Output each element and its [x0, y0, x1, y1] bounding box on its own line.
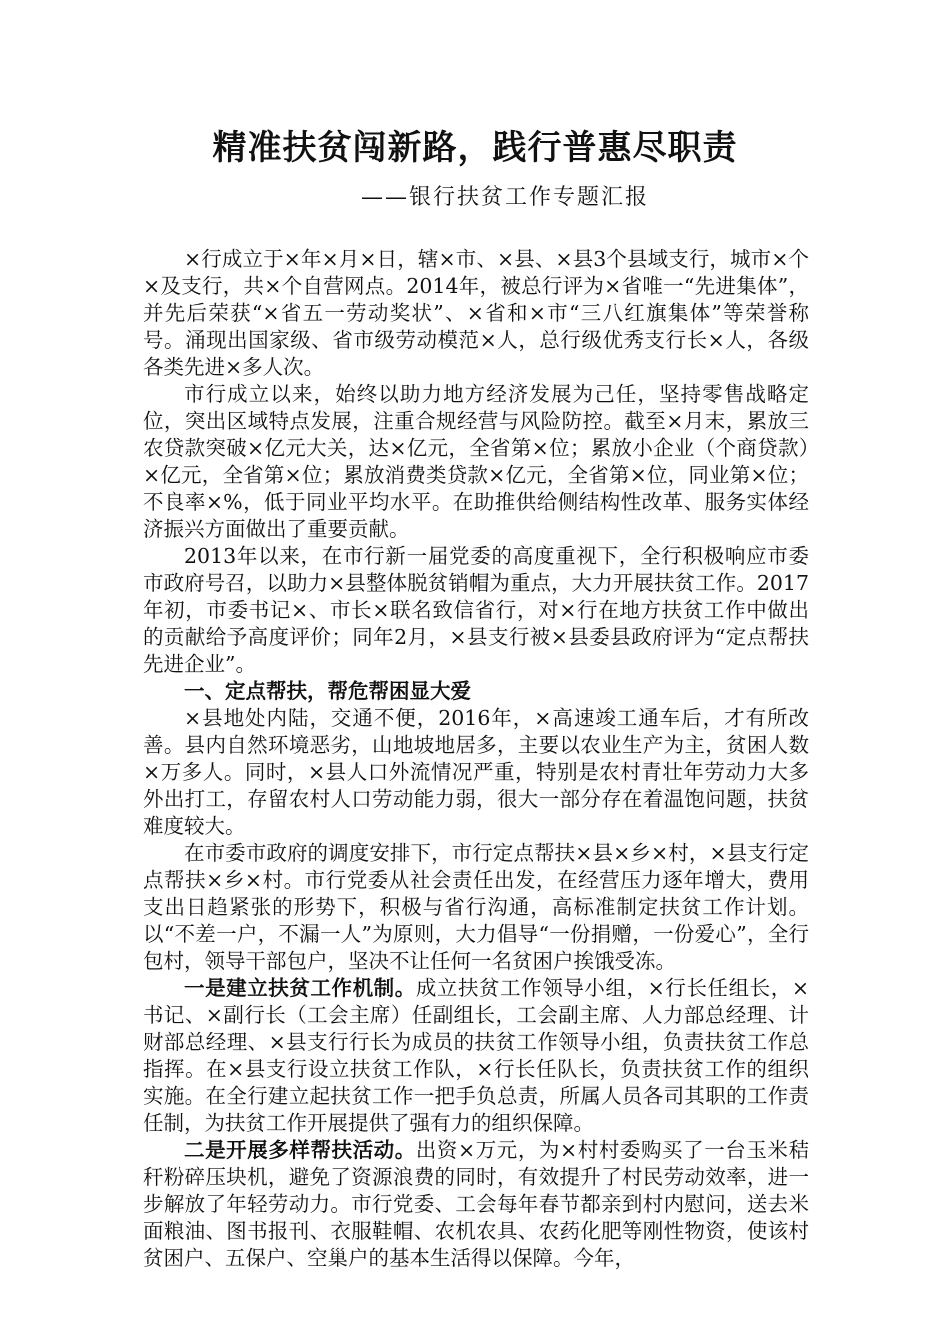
body-paragraph: ×县地处内陆，交通不便，2016年，×高速竣工通车后，才有所改善。县内自然环境恶劣，山地坡地居多，主要以农业生产为主，贫困人数×万多人。同时，×县人口外流情况严重，特别是农村青壮年劳动力大多外出打工，存留农村人口劳动能力弱，很大一部分存在着温饱问题，扶贫难度较大。: [143, 706, 809, 838]
document-body: [143, 246, 809, 1272]
body-paragraph: ×行成立于×年×月×日，辖×市、×县、×县3个县域支行，城市×个×及支行，共×个自营网点。2014年，被总行评为×省唯一“先进集体”，并先后荣获“×省五一劳动奖状”、×省和×市“三八红旗集体”等荣誉称号。涌现出国家级、省市级劳动模范×人，总行级优秀支行长×人，各级各类先进×多人次。: [143, 247, 809, 379]
body-paragraph: 2013年以来，在市行新一届党委的高度重视下，全行积极响应市委市政府号召，以助力×县整体脱贫销帽为重点，大力开展扶贫工作。2017年初，市委书记×、市长×联名致信省行，对×行在地方扶贫工作中做出的贡献给予高度评价；同年2月，×县支行被×县委县政府评为“定点帮扶先进企业”。: [143, 544, 809, 676]
point-lead: 一是建立扶贫工作机制。: [184, 976, 416, 1000]
body-paragraph: 在市委市政府的调度安排下，市行定点帮扶×县×乡×村，×县支行定点帮扶×乡×村。市行党委从社会责任出发，在经营压力逐年增大，费用支出日趋紧张的形势下，积极与省行沟通，高标准制定扶贫工作计划。以“不差一户，不漏一人”为原则，大力倡导“一份捐赠，一份爱心”，全行包村，领导干部包户，坚决不让任何一名贫困户挨饿受冻。: [143, 841, 809, 973]
point-text: 成立扶贫工作领导小组，×行长任组长，×书记、×副行长（工会主席）任副组长，工会副主席、人力部总经理、计财部总经理、×县支行行长为成员的扶贫工作领导小组，负责扶贫工作总指挥。在×县支行设立扶贫工作队，×行长任队长，负责扶贫工作的组织实施。在全行建立起扶贫工作一把手负总责，所属人员各司其职的工作责任制，为扶贫工作开展提供了强有力的组织保障。: [143, 976, 809, 1135]
point-paragraph: [143, 975, 809, 1137]
document-title: 精准扶贫闯新路，践行普惠尽职责: [212, 128, 738, 168]
point-lead: 二是开展多样帮扶活动。: [184, 1138, 416, 1162]
section-heading: 一、定点帮扶，帮危帮困显大爱: [184, 679, 471, 703]
body-paragraph: 市行成立以来，始终以助力地方经济发展为己任，坚持零售战略定位，突出区域特点发展，注重合规经营与风险防控。截至×月末，累放三农贷款突破×亿元大关，达×亿元，全省第×位；累放小企业（个商贷款）×亿元，全省第×位；累放消费类贷款×亿元，全省第×位，同业第×位；不良率×%，低于同业平均水平。在助推供给侧结构性改革、服务实体经济振兴方面做出了重要贡献。: [143, 382, 809, 541]
document-subtitle: ——银行扶贫工作专题汇报: [360, 185, 649, 210]
point-paragraph: [143, 1137, 809, 1272]
point-text: 出资×万元，为×村村委购买了一台玉米秸秆粉碎压块机，避免了资源浪费的同时，有效提升了村民劳动效率，进一步解放了年轻劳动力。市行党委、工会每年春节都亲到村内慰问，送去米面粮油、图书报刊、衣服鞋帽、农机农具、农药化肥等刚性物资，使该村贫困户、五保户、空巢户的基本生活得以保障。今年，: [143, 1138, 809, 1270]
